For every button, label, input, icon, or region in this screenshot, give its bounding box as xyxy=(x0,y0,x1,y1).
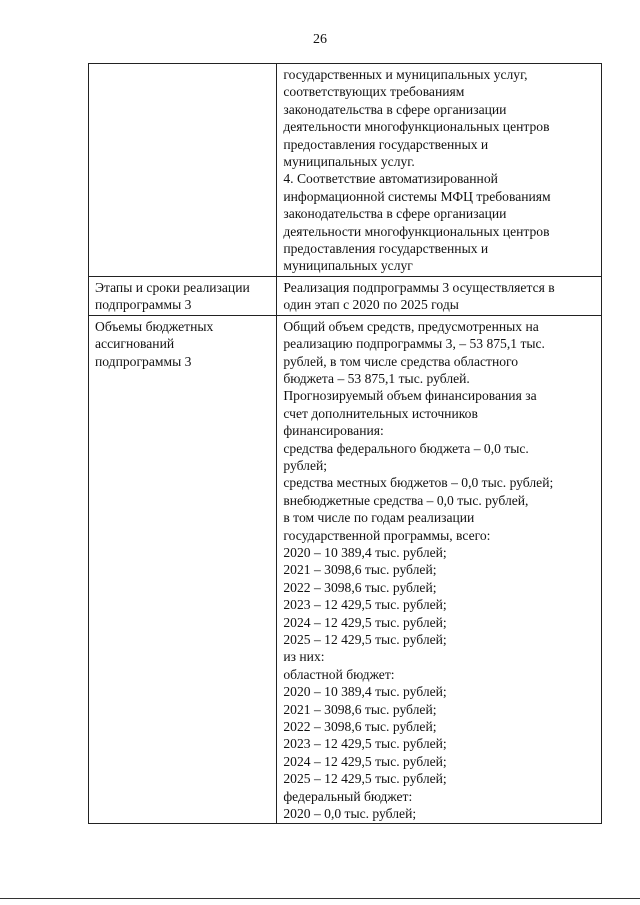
text-line: законодательства в сфере организации xyxy=(283,206,507,222)
text-line: 2024 – 12 429,5 тыс. рублей; xyxy=(283,614,447,630)
text-line: предоставления государственных и xyxy=(283,136,489,152)
text-line: 2023 – 12 429,5 тыс. рублей; xyxy=(283,597,447,613)
label-line: подпрограммы 3 xyxy=(95,353,192,369)
table-row-stages-and-terms xyxy=(89,276,602,315)
text-line: 2020 – 10 389,4 тыс. рублей; xyxy=(283,544,447,560)
text-line: 2022 – 3098,6 тыс. рублей; xyxy=(283,719,437,735)
text-line: информационной системы МФЦ требованиям xyxy=(283,188,551,204)
text-line: счет дополнительных источников xyxy=(283,405,478,421)
page-number: 26 xyxy=(313,32,327,47)
text-line: Прогнозируемый объем финансирования за xyxy=(283,388,537,404)
text-line: реализацию подпрограммы 3, – 53 875,1 тыс. xyxy=(283,336,545,352)
row-label-cell xyxy=(89,315,277,824)
text-line: средства федерального бюджета – 0,0 тыс. xyxy=(283,440,529,456)
page-bottom-rule xyxy=(0,898,640,899)
text-line: муниципальных услуг. xyxy=(283,154,415,170)
row-label-cell xyxy=(89,276,277,315)
text-line: соответствующих требованиям xyxy=(283,84,465,100)
text-line: 2021 – 3098,6 тыс. рублей; xyxy=(283,562,437,578)
text-line: Общий объем средств, предусмотренных на xyxy=(283,318,539,334)
text-line: бюджета – 53 875,1 тыс. рублей. xyxy=(283,370,470,386)
subprogram-passport-table xyxy=(88,63,602,824)
row-label-cell xyxy=(89,64,277,277)
label-line: Этапы и сроки реализации xyxy=(95,279,250,295)
text-line: 2025 – 12 429,5 тыс. рублей; xyxy=(283,771,447,787)
row-content-cell xyxy=(277,64,602,277)
text-line: 2021 – 3098,6 тыс. рублей; xyxy=(283,701,437,717)
text-line: деятельности многофункциональных центров xyxy=(283,223,550,239)
text-line: государственных и муниципальных услуг, xyxy=(283,67,528,82)
text-line: рублей; xyxy=(283,457,328,473)
table-row-continued-goals xyxy=(89,64,602,277)
text-line: в том числе по годам реализации xyxy=(283,510,475,526)
text-line: 2023 – 12 429,5 тыс. рублей; xyxy=(283,736,447,752)
text-line: государственной программы, всего: xyxy=(283,527,491,543)
text-line: из них: xyxy=(283,649,325,665)
text-line: 2025 – 12 429,5 тыс. рублей; xyxy=(283,632,447,647)
text-line: 2020 – 0,0 тыс. рублей; xyxy=(283,806,417,822)
text-line: предоставления государственных и xyxy=(283,241,489,257)
text-line: федеральный бюджет: xyxy=(283,788,413,804)
label-line: Объемы бюджетных xyxy=(95,318,214,334)
text-line: финансирования: xyxy=(283,423,384,439)
text-line: деятельности многофункциональных центров xyxy=(283,119,550,135)
text-line: средства местных бюджетов – 0,0 тыс. рублей; xyxy=(283,475,554,491)
text-line: 4. Соответствие автоматизированной xyxy=(283,171,498,187)
text-line: 2020 – 10 389,4 тыс. рублей; xyxy=(283,684,447,700)
row-content-cell xyxy=(277,315,602,824)
label-line: ассигнований xyxy=(95,336,175,352)
text-line: 2022 – 3098,6 тыс. рублей; xyxy=(283,579,437,595)
text-line: один этап с 2020 по 2025 годы xyxy=(283,297,459,313)
text-line: внебюджетные средства – 0,0 тыс. рублей, xyxy=(283,492,529,508)
text-line: законодательства в сфере организации xyxy=(283,101,507,117)
row-content-cell xyxy=(277,276,602,315)
text-line: муниципальных услуг xyxy=(283,258,413,274)
table-row-budget-allocations xyxy=(89,315,602,824)
text-line: рублей, в том числе средства областного xyxy=(283,353,519,369)
text-line: областной бюджет: xyxy=(283,666,395,682)
label-line: подпрограммы 3 xyxy=(95,297,192,313)
text-line: 2024 – 12 429,5 тыс. рублей; xyxy=(283,753,447,769)
text-line: Реализация подпрограммы 3 осуществляется в xyxy=(283,279,555,295)
